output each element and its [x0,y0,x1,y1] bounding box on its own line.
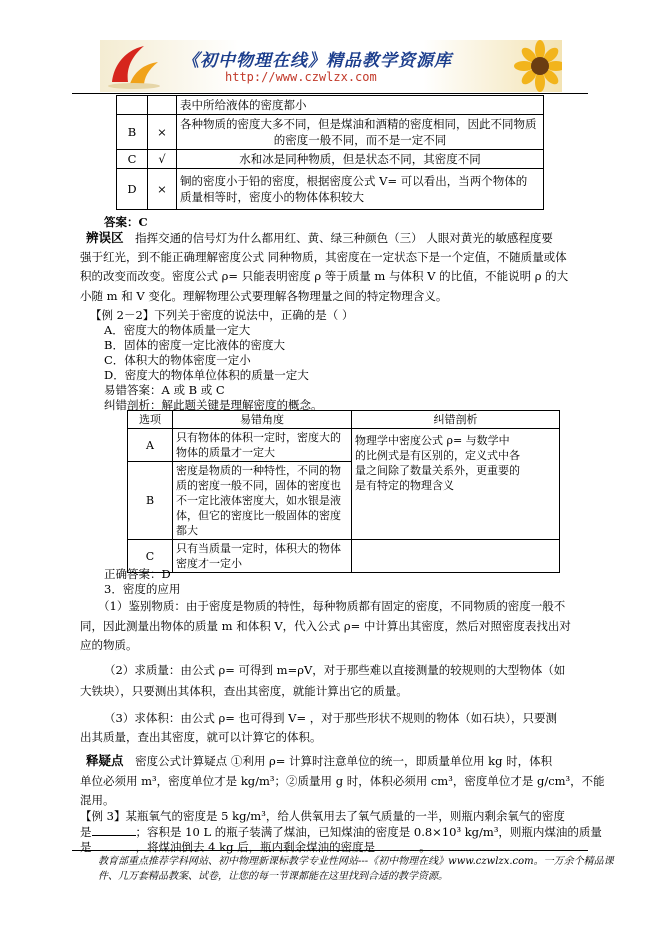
correction-text: 物理学中密度公式 ρ= 与数学中 [355,434,510,447]
table-row [128,540,560,573]
footer-line: 件、几万套精品教案、试卷，让您的每一节课都能在这里找到合适的教学资源。 [98,871,448,882]
paragraph-line: 密度公式计算疑点 ①利用 ρ= 计算时注意单位的统一，即质量单位用 kg 时，体积 [135,754,553,768]
wrong-answer: 易错答案：A 或 B 或 C [104,383,225,397]
option-item: B．固体的密度一定比液体的密度大 [104,338,285,352]
option-cell: D [117,169,148,210]
reason-text: 物体的质量才一定大 [176,446,275,459]
column-header: 易错角度 [173,411,352,429]
option-cell: B [128,462,173,540]
paragraph-line: 强于红光，到不能正确理解密度公式 同种物质，其密度在一定状态下是一个定值，不随质量或体 [80,250,567,264]
mark-cell: × [148,169,177,210]
reason-text: 都大 [176,524,198,537]
option-item: C．体积大的物体密度一定小 [104,353,251,367]
reason-text: 密度是物质的一种特性，不同的物 [176,464,341,477]
option-cell: C [117,150,148,169]
paragraph-line: 小随 m 和 V 变化。理解物理公式要理解各物理量之间的特定物理含义。 [80,289,448,303]
reason-text: 质量相等时，密度小的物体体积较大 [180,190,364,204]
paragraph-line: 积的改变而改变。密度公式 ρ= 只能表明密度 ρ 等于质量 m 与体积 V 的比值，不能说明 ρ 的大 [80,269,569,283]
mark-cell [148,96,177,115]
example-text: 是 [80,825,92,839]
option-cell: B [117,115,148,150]
paragraph-line: 单位必须用 m³，密度单位才是 kg/m³；②质量用 g 时，体积必须用 cm³，密度单位才是 g/cm³，不能 [80,774,605,788]
banner-title: 《初中物理在线》精品教学资源库 [182,51,452,71]
reason-text: 质的密度一般不同，固体的密度也 [176,479,341,492]
footer-line: 教育部重点推荐学科网站、初中物理新课标教学专业性网站---《初中物理在线》www.czwlzx.com。一万余个精品课 [98,856,614,867]
paragraph-line: 同，因此测量出物体的质量 m 和体积 V，代入公式 ρ= 中计算出其密度，然后对照密度表找出对 [80,619,571,633]
table-row [117,96,544,115]
table-header-row [128,411,560,429]
paragraph-line: （1）鉴别物质：由于密度是物质的特性，每种物质都有固定的密度，不同物质的密度一般不 [98,599,566,613]
example-text: 是 [80,840,92,854]
example-text: ，将煤油倒去 4 kg 后，瓶内剩余煤油的密度是 [135,840,376,854]
header-rule [72,93,588,94]
reason-text: 密度才一定小 [176,557,242,570]
table-options-analysis [116,95,544,210]
reason-text: 不一定比液体密度大，如水银是液 [176,494,341,507]
empty-cell [352,540,560,573]
table-row [117,169,544,210]
misconception-paragraph [86,230,553,246]
table-row [128,429,560,462]
reason-cell [177,169,544,210]
table-row [117,115,544,150]
analysis-text: 纠错剖析：解此题关键是理解密度的概念。 [104,398,323,412]
reason-cell [173,462,352,540]
reason-text: 表中所给液体的密度都小 [180,98,307,112]
correction-cell [352,429,560,540]
header-banner [100,40,562,92]
example-title: 【例 2－2】下列关于密度的说法中，正确的是（ ） [90,308,354,322]
misconception-label: 辨误区 [86,230,124,245]
correction-text: 量之间除了数量关系外，更重要的 [355,464,520,477]
paragraph-line: （2）求质量：由公式 ρ= 可得到 m=ρV，对于那些难以直接测量的较规则的大型物体（如 [104,663,566,677]
paragraph-line: 混用。 [80,793,115,807]
column-header: 选项 [128,411,173,429]
paragraph-line: 出其质量，查出其密度，就可以计算它的体积。 [80,730,322,744]
answer-label: 答案：C [104,215,148,229]
mark-cell: × [148,115,177,150]
banner-url[interactable]: http://www.czwlzx.com [225,70,377,84]
option-cell: A [128,429,173,462]
reason-cell [177,150,544,169]
example-text: 。 [419,840,431,854]
table-row [117,150,544,169]
footer-rule [72,850,588,851]
paragraph-line: 大铁块），只要测出其体积，查出其密度，就能计算出它的质量。 [80,684,408,698]
paragraph-line: 应的物质。 [80,638,138,652]
correct-answer: 正确答案：D [104,567,171,581]
correction-text: 的比例式是有区别的，定义式中各 [355,449,520,462]
option-cell [117,96,148,115]
reason-text: 水和冰是同种物质，但是状态不同，其密度不同 [239,152,481,166]
reason-text: 各种物质的密度大多不同，但是煤油和酒精的密度相同，因此不同物质 [180,117,537,131]
reason-text: 铜的密度小于铅的密度，根据密度公式 V= 可以看出，当两个物体的 [180,174,528,188]
reason-text: 只有当质量一定时，体积大的物体 [176,542,341,555]
paragraph-line: （3）求体积：由公式 ρ= 也可得到 V= ，对于那些形状不规则的物体（如石块），只要测 [104,711,558,725]
reason-cell [173,429,352,462]
reason-cell [177,115,544,150]
red-swoosh-logo-icon [104,42,162,90]
reason-text: 只有物体的体积一定时，密度大的 [176,431,341,444]
mark-cell: √ [148,150,177,169]
answer-blank[interactable] [92,823,136,836]
example-line [80,838,431,855]
example-text: ；容积是 10 L 的瓶子装满了煤油，已知煤油的密度是 0.8×10³ kg/m³，则瓶内煤油的质量 [135,825,602,839]
option-cell: C [128,540,173,573]
reason-text: 的密度一般不同，而不是一定不同 [273,133,447,147]
clarification-paragraph [86,753,552,769]
reason-cell [177,96,544,115]
footer [98,854,614,884]
table-error-analysis [127,410,560,573]
section-title: 3．密度的应用 [104,582,181,596]
reason-cell [173,540,352,573]
clarification-label: 释疑点 [86,753,124,768]
paragraph-line: 指挥交通的信号灯为什么都用红、黄、绿三种颜色（三） 人眼对黄光的敏感程度要 [135,231,553,245]
reason-text: 体，但它的密度比一般固体的密度 [176,509,341,522]
option-item: A．密度大的物体质量一定大 [104,323,251,337]
example-line: 【例 3】某瓶氧气的密度是 5 kg/m³，给人供氧用去了氧气质量的一半，则瓶内剩余氧气的密度 [80,809,565,823]
column-header: 纠错剖析 [352,411,560,429]
correction-text: 是有特定的物理含义 [355,479,454,492]
sunflower-icon [502,40,562,92]
option-item: D．密度大的物体单位体积的质量一定大 [104,368,309,382]
